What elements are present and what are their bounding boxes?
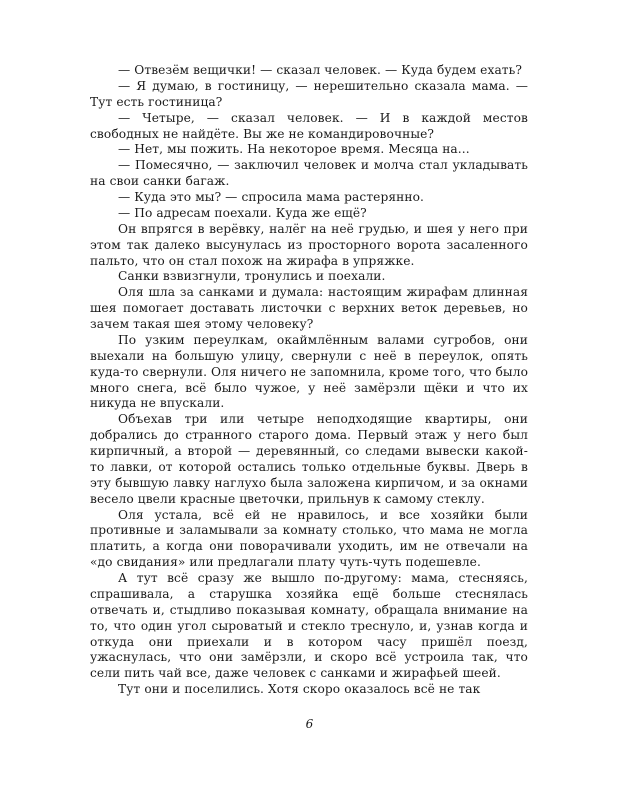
- paragraph: Объехав три или четыре неподходящие квартиры, они добрались до странного старого дома. Первый этаж у него был кирпичный, а второй — деревянный, со следами вывески какой-то лавки, от которой остались только отдельные буквы. Дверь в эту бывшую лавку наглухо была заложена кирпичом, и за окнами весело цвели красные цветочки, прильнув к самому стеклу.: [90, 412, 528, 506]
- paragraph: — Куда это мы? — спросила мама растерянно.: [118, 190, 425, 204]
- paragraph: — Отвезём вещички! — сказал человек. — Куда будем ехать?: [118, 63, 523, 77]
- paragraph: Оля устала, всё ей не нравилось, и все хозяйки были противные и заламывали за комнату столько, что мама не могла платить, а когда они поворачивали уходить, им не отвечали на «до свидания» или предлагали плату чуть-чуть подешевле.: [90, 507, 528, 570]
- paragraph: — Нет, мы пожить. На некоторое время. Месяца на...: [118, 142, 470, 157]
- paragraph: Он впрягся в верёвку, налёг на неё грудью, и шея у него при этом так далеко высунулась из просторного ворота засаленного пальто, что он стал похож на жирафа в упряжке.: [90, 221, 528, 268]
- page-text-column: [90, 63, 528, 698]
- paragraph: Санки взвизгнули, тронулись и поехали.: [118, 269, 386, 284]
- paragraph: По узким переулкам, окаймлённым валами сугробов, они выехали на большую улицу, свернули с неё в переулок, опять куда-то свернули. Оля ничего не запомнила, кроме того, что было много снега, всё было чужое, у неё замёрзли щёки и что их никуда не впускали.: [90, 332, 529, 411]
- paragraph: Оля шла за санками и думала: настоящим жирафам длинная шея помогает доставать листочки с верхних веток деревьев, но зачем такая шея этому человеку?: [90, 285, 528, 331]
- paragraph: — Я думаю, в гостиницу, — нерешительно сказала мама. — Тут есть гостиница?: [90, 78, 528, 109]
- paragraph: — По адресам поехали. Куда же ещё?: [118, 205, 367, 220]
- paragraph: А тут всё сразу же вышло по-другому: мама, стесняясь, спрашивала, а старушка хозяйка ещё больше стеснялась отвечать и, стыдливо показывая комнату, обращала внимание на то, что один угол сыроватый и стекло треснуло, и, узнав когда и откуда они приехали и в котором часу пришёл поезд, ужаснулась, что они замёрзли, и скоро всё устроила так, что сели пить чай все, даже человек с санками и жирафьей шеей.: [90, 571, 528, 681]
- paragraph: — Четыре, — сказал человек. — И в каждой местов свободных не найдёте. Вы же не командировочные?: [90, 110, 528, 141]
- paragraph: Тут они и поселились. Хотя скоро оказалось всё не так: [118, 682, 481, 697]
- page-number: 6: [305, 717, 314, 731]
- paragraph: — Помесячно, — заключил человек и молча стал укладывать на свои санки багаж.: [90, 158, 528, 189]
